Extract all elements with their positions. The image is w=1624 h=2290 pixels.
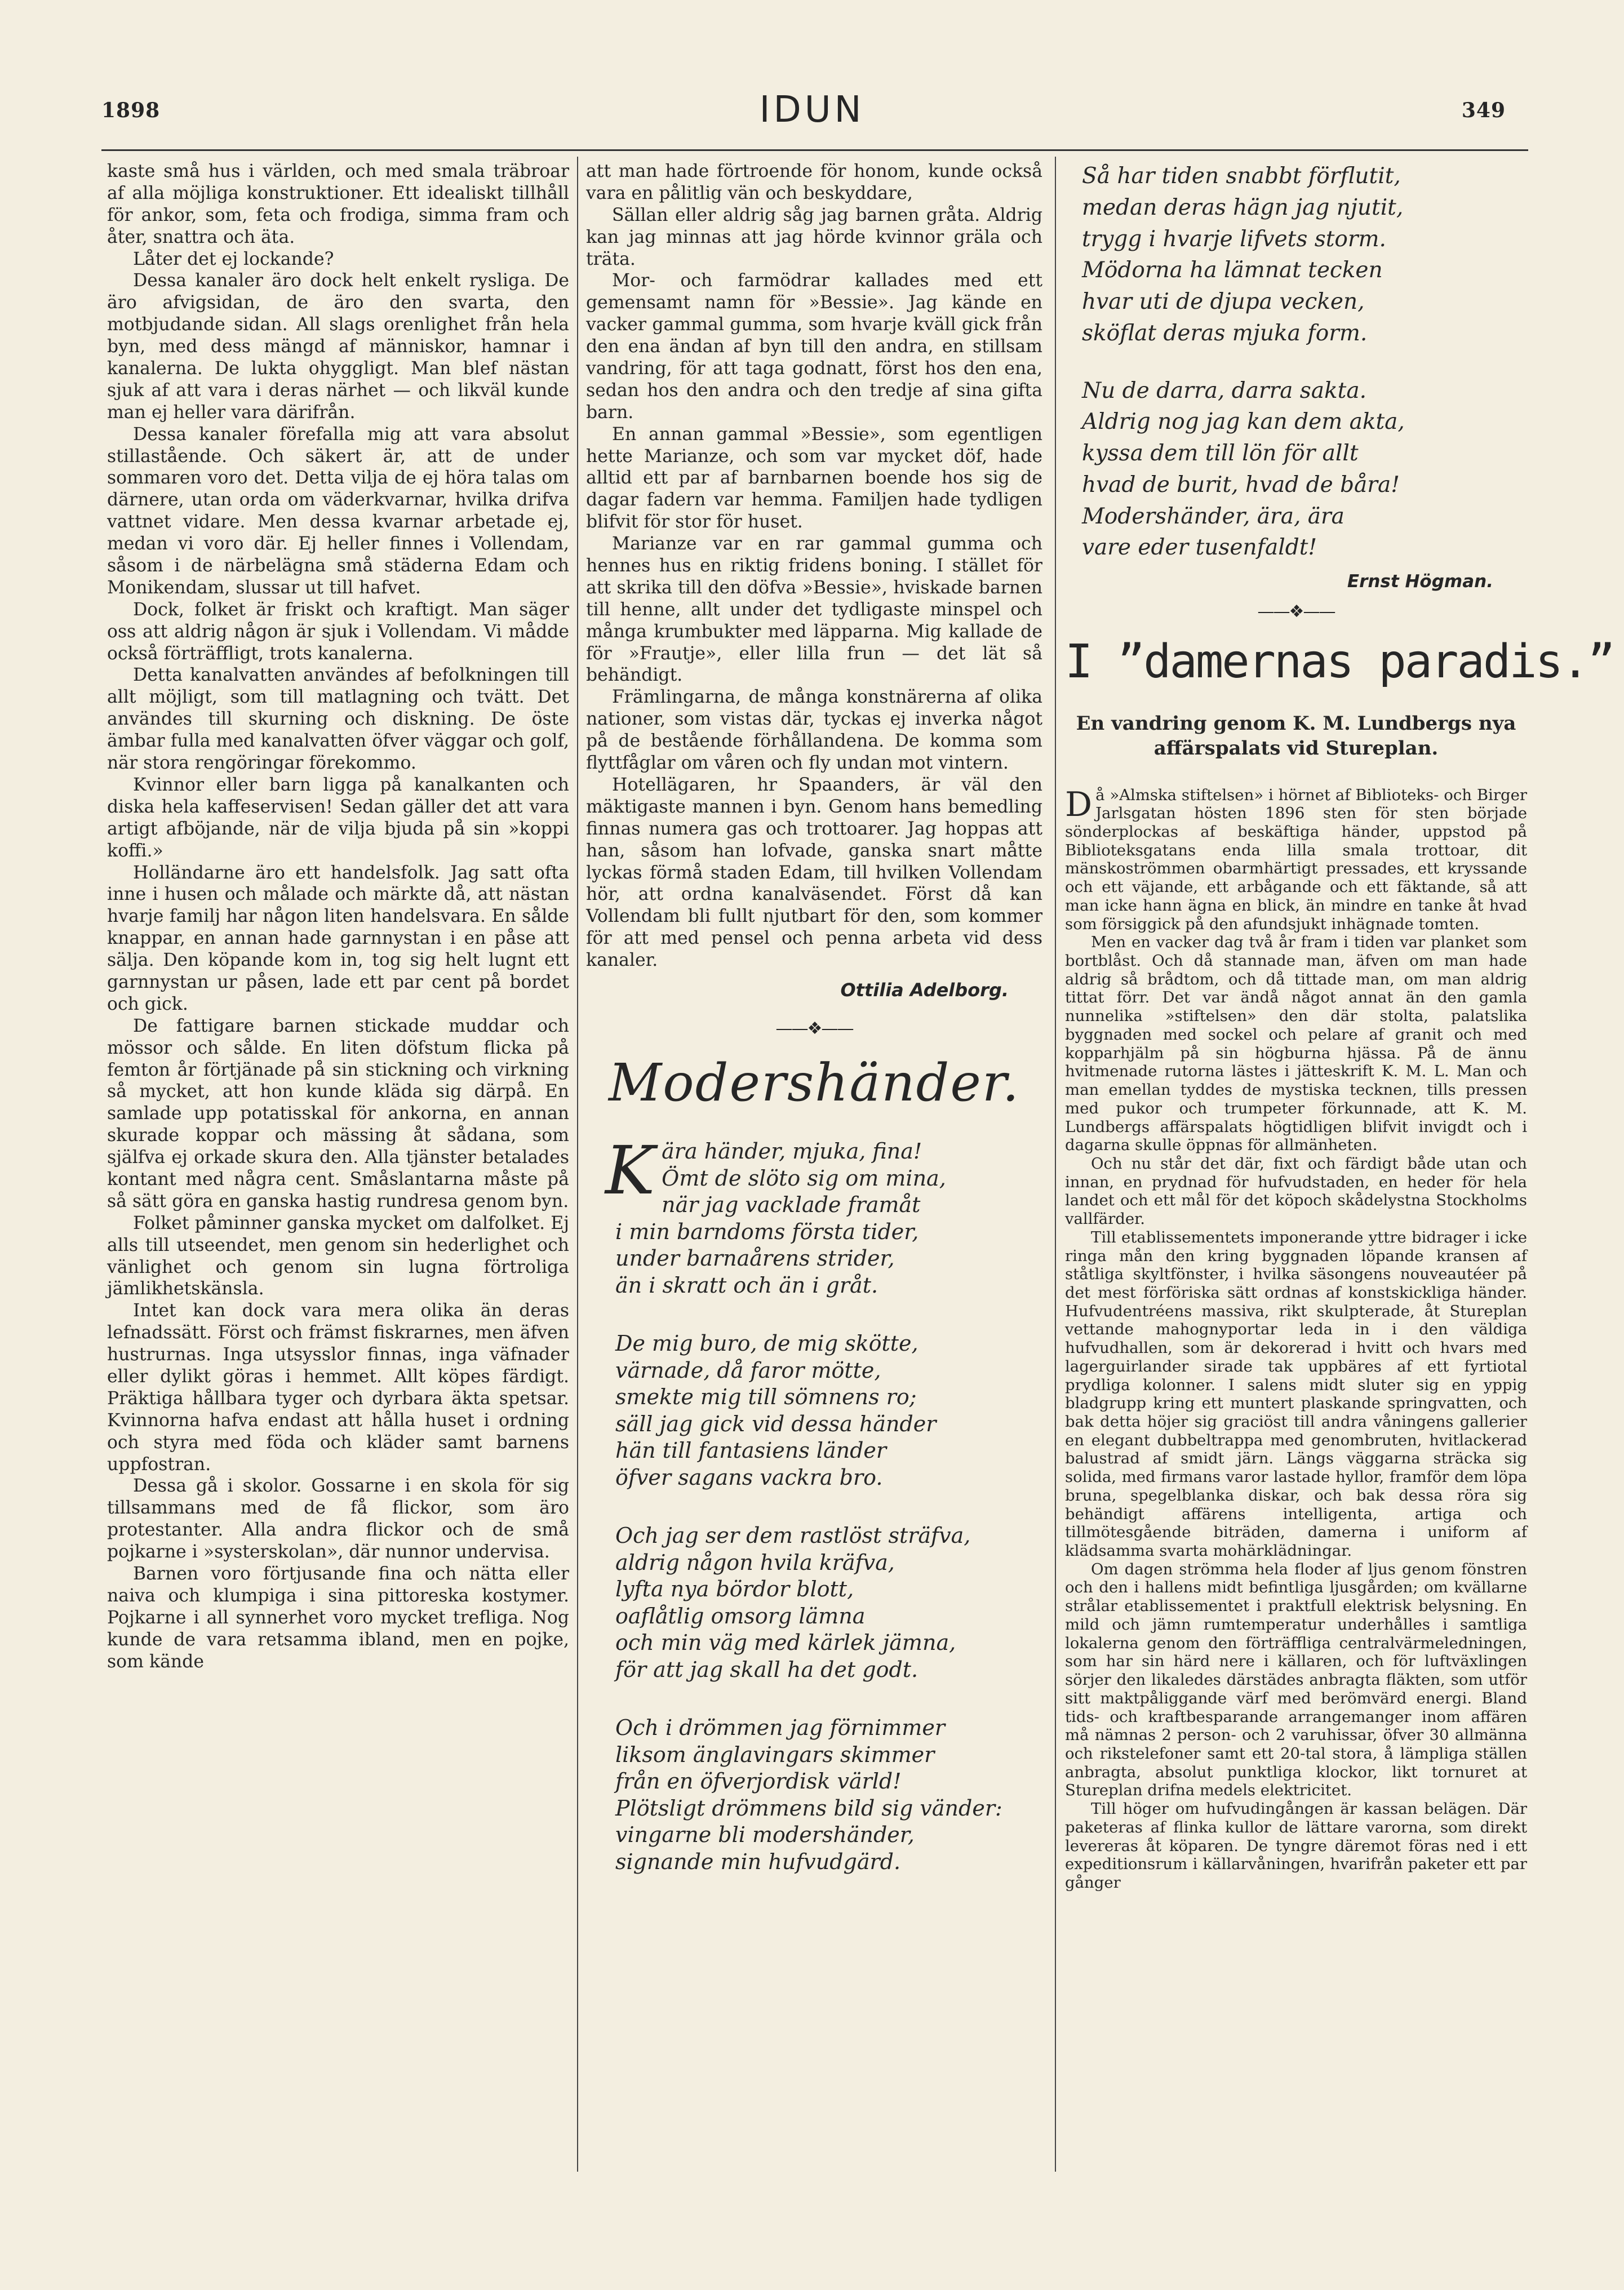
paragraph: Sällan eller aldrig såg jag barnen gråta. Aldrig kan jag minnas att jag hörde kvinnor gräla och träta.	[586, 205, 1042, 269]
paragraph: Dock, folket är friskt och kraftigt. Man säger oss att aldrig någon är sjuk i Vollendam. Vi mådde också förträffligt, trots kanalerna.	[107, 599, 569, 664]
poem-line: aldrig någon hvila kräfva,	[615, 1550, 895, 1575]
ornament-divider: ——❖——	[1257, 602, 1335, 622]
poem-stanza	[615, 1330, 1042, 1491]
poem-line: Ömt de slöto sig om mina,	[662, 1165, 946, 1191]
poem-stanza	[1082, 161, 1527, 349]
poem-line: Aldrig nog jag kan dem akta,	[1082, 409, 1405, 435]
poem-line: liksom änglavingars skimmer	[615, 1742, 935, 1767]
paragraph: Dessa gå i skolor. Gossarne i en skola för sig tillsammans med de få flickor, som äro protestanter. Alla andra flickor och de små pojkarne i »systerskolan», där nunnor undervisa.	[107, 1476, 569, 1563]
masthead-title: IDUN	[759, 89, 865, 131]
poem-line: ära händer, mjuka, fina!	[662, 1139, 922, 1164]
paragraph: Kvinnor eller barn ligga på kanalkanten och diska hela kaffeservisen! Sedan gäller det att vara artigt afböjande, när de vilja bjuda på sin »koppi koffi.»	[107, 774, 569, 861]
column-2	[586, 161, 1042, 2183]
header-year: 1898	[101, 99, 161, 122]
poem-line: under barnaårens strider,	[615, 1246, 895, 1271]
header-rule	[101, 149, 1528, 151]
paragraph: Barnen voro förtjusande fina och nätta eller naiva och klumpiga i sina pittoreska kostymer. Pojkarne i all synnerhet voro mycket trefliga. Nog kunde de vara retsamma ibland, men en pojke, som kände	[107, 1564, 569, 1672]
paragraph: Dessa kanaler förefalla mig att vara absolut stillastående. Och säkert är, att de under sommaren voro det. Detta vilja de ej höra talas om därnere, utan orda om väderkvarnar, hvilka drifva vattnet vidare. Men dessa kvarnar arbetade ej, medan vi voro där. Ej heller finnes i Vollendam, såsom i de närbelägna små städerna Edam och Monikendam, slussar ut till hafvet.	[107, 424, 569, 598]
poem-line: medan deras hägn jag njutit,	[1082, 194, 1404, 220]
poem-line: Nu de darra, darra sakta.	[1082, 378, 1367, 403]
poem-line: öfver sagans vackra bro.	[615, 1464, 883, 1490]
paragraph: att man hade förtroende för honom, kunde också vara en pålitlig vän och beskyddare,	[586, 161, 1042, 203]
drop-cap: K	[605, 1131, 655, 1210]
ornament-divider: ——❖——	[775, 1019, 853, 1039]
poem-stanza	[605, 1131, 1042, 1299]
poem-line: för att jag skall ha det godt.	[615, 1657, 919, 1682]
poem-line: säll jag gick vid dessa händer	[615, 1411, 937, 1436]
poem-stanza	[615, 1715, 1042, 1875]
article-title: I ”damernas paradis.”	[1065, 635, 1614, 689]
paragraph: Främlingarna, de många konstnärerna af olika nationer, som vistas där, tyckas ej inverka något på de bestående förhållandena. De komma som flyttfåglar om våren och fly undan mot vintern.	[586, 687, 1042, 774]
paragraph: Holländarne äro ett handelsfolk. Jag satt ofta inne i husen och målade och märkte då, att nästan hvarje familj har någon liten handelsvara. En sålde knappar, en annan hade garnnystan i en påse att sälja. Den köpande kom in, tog sig helt lugnt ett garnnystan ur påsen, lade ett par cent på bordet och gick.	[107, 862, 569, 1014]
poem-stanza	[615, 1523, 1042, 1683]
poem-line: än i skratt och än i gråt.	[615, 1272, 878, 1298]
column-divider	[577, 157, 578, 2172]
paragraph: Men en vacker dag två år fram i tiden var planket som bortblåst. Och då stannade man, äfven om man hade aldrig så brådtom, och då tittade man, om man aldrig tittat förr. Det var ändå något annat än den gamla nunnelika »stiftelsen» den där stolta, palatslika byggnaden med sockel och pelare af granit och med kopparhjälm på sin högburna hjässa. På de ännu hvitmenade rutorna lästes i jätteskrift K. M. L. Man och man emellan tyddes de mystiska tecknen, tills pressen med pukor och trumpeter förkunnade, att K. M. Lundbergs affärspalats högtidligen blifvit invigdt och i dagarna skulle öppnas för allmänheten.	[1065, 933, 1527, 1155]
column-3	[1065, 161, 1614, 2183]
poem-line: sköflat deras mjuka form.	[1082, 320, 1368, 346]
page-number: 349	[1461, 99, 1506, 122]
paragraph: Om dagen strömma hela floder af ljus genom fönstren och den i hallens midt befintliga ljusgården; om kvällarne strålar etablissementet i praktfull elektrisk belysning. En mild och jämn rumtemperatur underhålles i samtliga lokalerna genom den förträffliga centralvärmeledningen, som har sin härd nere i källaren, och för luftväxlingen sörjer den likaledes därstädes anbragta fläkten, som utför sitt maktpåliggande värf med berömvärd energi. Bland tids- och kraftbesparande arrangemanger inom affären må nämnas 2 person- och 2 varuhissar, öfver 30 allmänna och rikstelefoner samt ett 20-tal stora, å lämpliga ställen anbragta, absolut punktliga klockor, likt tornuret at Stureplan drifna medels elektricitet.	[1065, 1560, 1527, 1800]
column-1	[107, 161, 569, 2183]
poem	[586, 1131, 1042, 1875]
paragraph: Dessa kanaler äro dock helt enkelt rysliga. De äro afvigsidan, de äro den svarta, den motbjudande sidan. All slags orenlighet från hela byn, med dess mängd af människor, hamnar i kanalerna. De lukta ohyggligt. Man blef nästan sjuk af att vara i deras närhet — och likväl kunde man ej heller vara därifrån.	[107, 270, 569, 423]
poem-line: värnade, då faror mötte,	[615, 1357, 881, 1383]
poem-line: Så har tiden snabbt förflutit,	[1082, 163, 1401, 189]
article-body	[1065, 786, 1527, 1892]
paragraph: Intet kan dock vara mera olika än deras lefnadssätt. Först och främst fiskrarnes, men äfven hustrurnas. Inga utsysslor finnas, inga väfnader eller dylikt göras i hemmet. Allt köpes färdigt. Präktiga hållbara tyger och dyrbara äkta spetsar. Kvinnorna hafva endast att hålla huset i ordning och styra med föda och kläder samt barnens uppfostran.	[107, 1301, 569, 1475]
poem-stanza	[1082, 375, 1527, 564]
poem-line: hvad de burit, hvad de båra!	[1082, 472, 1400, 498]
paragraph: Mor- och farmödrar kallades med ett gemensamt namn för »Bessie». Jag kände en vacker gammal gumma, som hvarje kväll gick från den ena ändan af byn till den andra, en stillsam vandring, för att taga godnatt, först hos den ena, sedan hos den andra och den tredje af sina gifta barn.	[586, 270, 1042, 423]
poem-line: trygg i hvarje lifvets storm.	[1082, 226, 1386, 252]
poem-line: hän till fantasiens länder	[615, 1438, 887, 1463]
author-signature: Ottilia Adelborg.	[840, 979, 1009, 1001]
paragraph: Hotellägaren, hr Spaanders, är väl den mäktigaste mannen i byn. Genom hans bemedling finnas numera gas och trottoarer. Jag hoppas att han, såsom han lofvade, ganska snart måtte lyckas förmå staden Edam, till hvilken Vollendam hör, att ordna kanalväsendet. Först då kan Vollendam bli fullt njutbart för den, som kommer för att med pensel och penna arbeta vid dess kanaler.	[586, 774, 1042, 971]
poem-line: Och jag ser dem rastlöst sträfva,	[615, 1523, 971, 1548]
poem-line: Plötsligt drömmens bild sig vänder:	[615, 1795, 1002, 1821]
paragraph: Låter det ej lockande?	[133, 248, 334, 269]
poem-title: Modershänder.	[609, 1052, 1020, 1113]
poem-line: från en öfverjordisk värld!	[615, 1769, 902, 1794]
poem-line: när jag vacklade framåt	[662, 1192, 921, 1218]
poem-line: signande min hufvudgärd.	[615, 1849, 901, 1874]
paragraph: Då »Almska stiftelsen» i hörnet af Biblioteks- och Birger Jarlsgatan hösten 1896 sten för sten började sönderplockas af beskäftiga händer, uppstod på Biblioteksgatans enda lilla smala trottoar, dit mänskoströmmen obarmhärtigt pressades, ett kryssande och ett väjande, ett arbågande och ett fäktande, så att man icke hann ägna en blick, än mindre en tanke åt hvad som försiggick på den afundsjukt inhägnade tomten.	[1065, 784, 1527, 933]
article-subtitle: En vandring genom K. M. Lundbergs nya affärspalats vid Stureplan.	[1076, 712, 1516, 760]
poem-line: smekte mig till sömnens ro;	[615, 1384, 917, 1410]
paragraph: En annan gammal »Bessie», som egentligen hette Marianze, och som var mycket döf, hade alltid ett par af barnbarnen boende hos sig de dagar fadern var hemma. Familjen hade tydligen blifvit för stor för huset.	[586, 424, 1042, 532]
poem-line: Och i drömmen jag förnimmer	[615, 1715, 945, 1741]
poem-continuation	[1065, 161, 1527, 563]
column-divider	[1055, 157, 1056, 2172]
poem-line: vingarne bli modershänder,	[615, 1822, 915, 1848]
poem-line: Modershänder, ära, ära	[1082, 503, 1345, 529]
poem-line: kyssa dem till lön för allt	[1082, 441, 1359, 467]
paragraph: De fattigare barnen stickade muddar och mössor och sålde. En liten döfstum flicka på femton år förtjänade på sin stickning och virkning så mycket, att hon kunde kläda sig därpå. En samlade upp potatisskal för ankorna, en annan skurade koppar och mässing åt sådana, som själfva ej orkade skura den. Alla tjänster betalades kontant med några cent. Småslantarna måste på så sätt göra en ganska hastig rundresa genom byn.	[107, 1015, 569, 1211]
poem-line: oaflåtlig omsorg lämna	[615, 1603, 866, 1628]
poem-line: lyfta nya bördor blott,	[615, 1577, 854, 1602]
paragraph: Till höger om hufvudingången är kassan belägen. Där paketeras af flinka kullor de lättare varorna, som direkt levereras åt köparen. De tyngre däremot föras ned i ett expeditionsrum i källarvåningen, hvarifrån paketer ett par gånger	[1065, 1800, 1527, 1892]
poem-line: och min väg med kärlek jämna,	[615, 1630, 956, 1656]
poem-signature: Ernst Högman.	[1347, 571, 1493, 592]
paragraph: Detta kanalvatten användes af befolkningen till allt möjligt, som till matlagning och tvätt. Det användes till skurning och diskning. De öste ämbar fulla med kanalvatten öfver väggar och golf, när stora rengöringar förekommo.	[107, 665, 569, 774]
paragraph: Och nu står det där, fixt och färdigt både utan och innan, en prydnad för hufvudstaden, en heder för hela landet och ett mål för det köpoch skådelystna Stockholms vallfärder.	[1065, 1154, 1527, 1228]
paragraph: Folket påminner ganska mycket om dalfolket. Ej alls till utseendet, men genom sin hederlighet och vänlighet och genom sin lugna förtroliga jämlikhetskänsla.	[107, 1213, 569, 1299]
paragraph: Till etablissementets imponerande yttre bidrager i icke ringa mån den kring byggnaden löpande kransen af ståtliga skyltfönster, i hvilka säsongens nouveautéer på det mest förföriska sätt ordnas af konstskickliga händer. Hufvudentréens massiva, rikt skulpterade, åt Stureplan vettande mahognyportar leda in i den väldiga hufvudhallen, som är dekorerad i hvitt och hvars med lagerguirlander sirade tak uppbäres af ett fyrtiotal prydliga kolonner. I salens midt sluter sig en yppig bladgrupp kring ett muntert plaskande springvatten, och bak detta höjer sig graciöst till andra våningens gallerier en elegant dubbeltrappa med genombruten, hvitlackerad balustrad af smidt järn. Längs väggarna sträcka sig solida, med firmans varor lastade hyllor, framför dem löpa bruna, spegelblanka diskar, och bak dessa röra sig behändigt affärens intelligenta, artiga och tillmötesgående biträden, damerna i uniform af klädsamma svarta mohärklädningar.	[1065, 1228, 1527, 1560]
poem-line: De mig buro, de mig skötte,	[615, 1331, 919, 1356]
poem-line: Mödorna ha lämnat tecken	[1082, 258, 1383, 283]
poem-line: hvar uti de djupa vecken,	[1082, 289, 1365, 315]
paragraph: Marianze var en rar gammal gumma och hennes hus en riktig fridens boning. I stället för att skrika till den döfva »Bessie», hviskade barnen till henne, allt under det tydligaste minspel och många krumbukter med läpparna. Mig kallade de för »Frautje», eller lilla frun — det lät så behändigt.	[586, 534, 1042, 686]
poem-line: i min barndoms första tider,	[615, 1219, 919, 1244]
poem-line: vare eder tusenfaldt!	[1082, 535, 1317, 561]
paragraph: kaste små hus i världen, och med smala träbroar af alla möjliga konstruktioner. Ett idealiskt tillhåll för ankor, som, feta och frodiga, simma fram och åter, snattra och äta.	[107, 161, 569, 247]
